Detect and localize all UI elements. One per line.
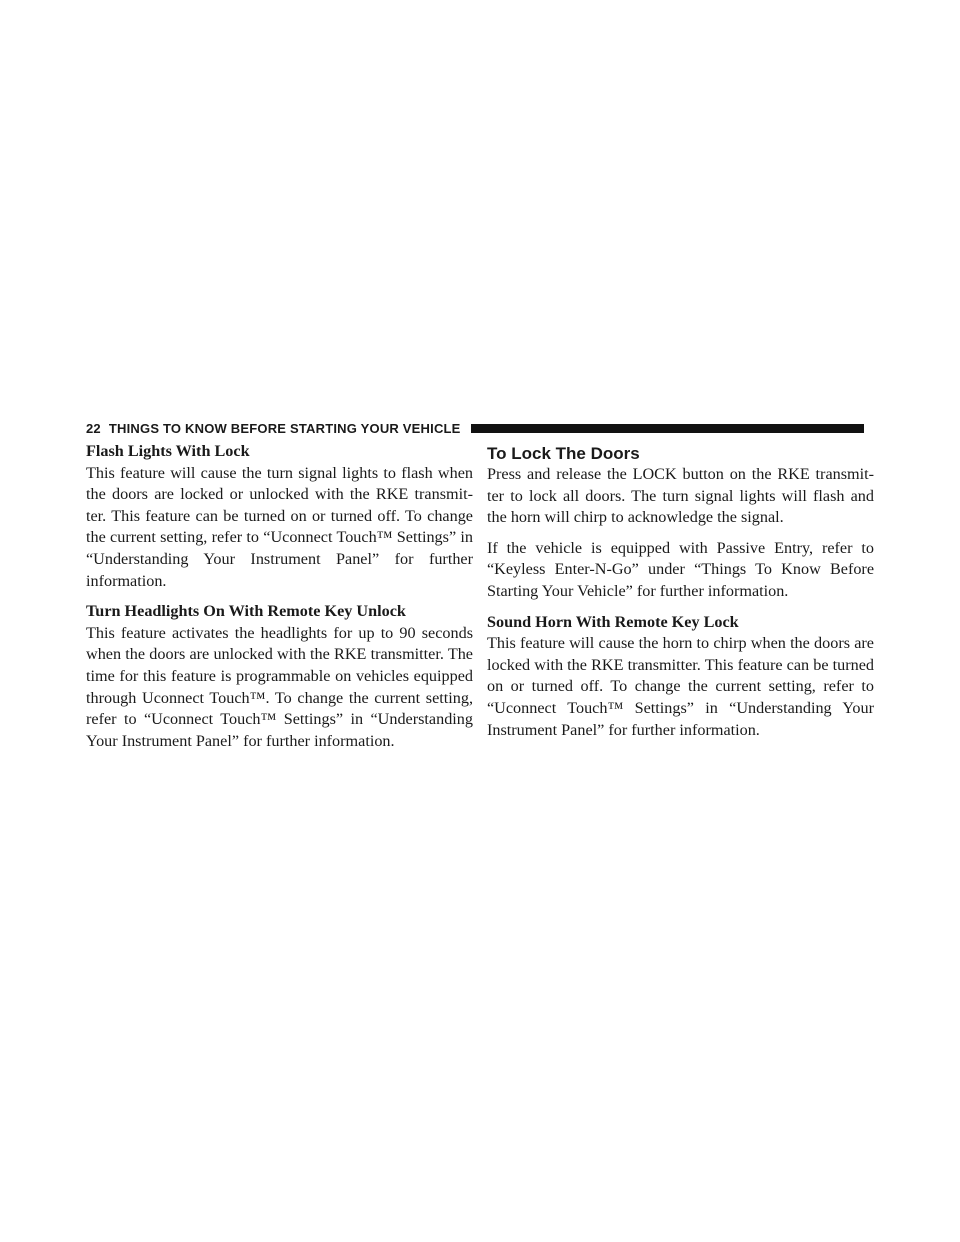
left-column [86,441,473,761]
paragraph-lock-button: Press and release the LOCK button on the RKE transmit- ter to lock all doors. The turn signal lights will flash and the horn will chirp to acknowledge the signal. [487,465,874,527]
paragraph-turn-headlights: This feature activates the headlights for up to 90 seconds when the doors are unlocked with the RKE transmitter. The time for this feature is programmable on vehicles equipped through Uconnect Touch™. To change the current setting, refer to “Uconnect Touch™ Settings” in “Understanding Your Instrument Panel” for further information. [86,623,473,750]
paragraph-passive-entry: If the vehicle is equipped with Passive Entry, refer to “Keyless Enter-N-Go” under “Things To Know Before Starting Your Vehicle” for further information. [487,538,874,600]
heading-to-lock-doors: To Lock The Doors [487,444,640,463]
page-number: 22 [86,420,101,436]
paragraph-sound-horn: This feature will cause the horn to chirp when the doors are locked with the RKE transmitter. This feature can be turned on or turned off. To change the current setting, refer to “Uconnect Touch™ Settings” in “Understanding Your Instrument Panel” for further information. [487,634,874,739]
heading-flash-lights: Flash Lights With Lock [86,442,250,460]
paragraph-flash-lights: This feature will cause the turn signal lights to flash when the doors are locked or unlocked with the RKE transmit- ter. This feature can be turned on or turned off. To change the current setting, refer to “Uconnect Touch™ Settings” in “Understanding Your Instrument Panel” for further information. [86,463,473,590]
header-rule [471,424,864,433]
running-header [86,418,864,438]
section-title: THINGS TO KNOW BEFORE STARTING YOUR VEHICLE [108,420,461,436]
right-column [487,441,874,750]
heading-sound-horn: Sound Horn With Remote Key Lock [487,612,739,631]
heading-turn-headlights: Turn Headlights On With Remote Key Unlock [86,602,406,621]
